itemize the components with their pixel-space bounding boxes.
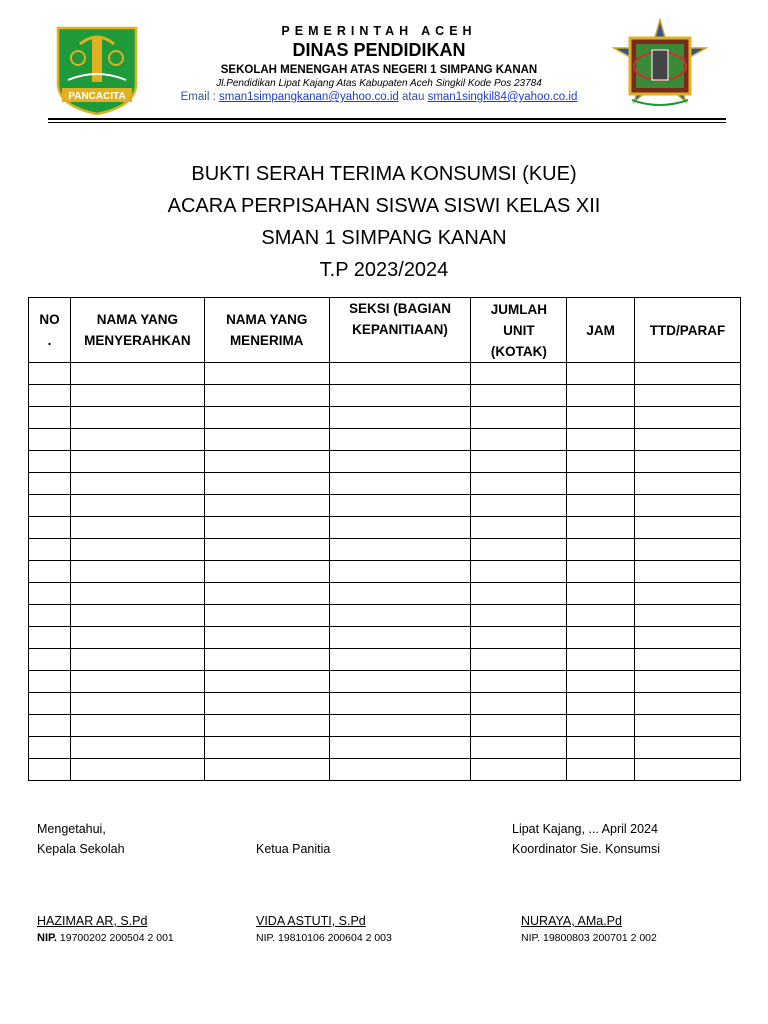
- table-cell: [635, 583, 741, 605]
- table-cell: [204, 429, 329, 451]
- table-row: [29, 715, 741, 737]
- title-line-2: ACARA PERPISAHAN SISWA SISWI KELAS XII: [167, 195, 601, 217]
- table-cell: [204, 649, 329, 671]
- table-row: [29, 561, 741, 583]
- table-cell: [635, 429, 741, 451]
- table-cell: [471, 671, 567, 693]
- table-cell: [635, 759, 741, 781]
- school-emblem-logo: [612, 18, 708, 116]
- table-cell: [471, 473, 567, 495]
- table-header-row: [29, 298, 741, 363]
- sig-middle-nip: NIP. 19810106 200604 2 003: [256, 932, 392, 944]
- table-cell: [471, 495, 567, 517]
- school-address: Jl.Pendidikan Lipat Kajang Atas Kabupaten Aceh Singkil Kode Pos 23784: [216, 78, 542, 89]
- table-cell: [635, 495, 741, 517]
- table-cell: [204, 385, 329, 407]
- table-cell: [635, 539, 741, 561]
- table-cell: [329, 385, 471, 407]
- logo-text: PANCACITA: [68, 91, 126, 102]
- table-cell: [204, 517, 329, 539]
- table-cell: [329, 561, 471, 583]
- table-cell: [471, 407, 567, 429]
- table-cell: [471, 759, 567, 781]
- table-cell: [29, 693, 71, 715]
- table-row: [29, 363, 741, 385]
- table-row: [29, 583, 741, 605]
- table-cell: [29, 429, 71, 451]
- table-cell: [329, 495, 471, 517]
- table-cell: [204, 407, 329, 429]
- table-row: [29, 451, 741, 473]
- table-cell: [70, 627, 204, 649]
- gov-name: PEMERINTAH ACEH: [281, 24, 477, 38]
- table-cell: [70, 693, 204, 715]
- sig-right-date: Lipat Kajang, ... April 2024: [512, 822, 658, 836]
- table-cell: [204, 495, 329, 517]
- document-title: [0, 158, 768, 286]
- table-cell: [70, 495, 204, 517]
- sig-right-title: Koordinator Sie. Konsumsi: [512, 842, 660, 856]
- table-cell: [329, 583, 471, 605]
- table-cell: [329, 429, 471, 451]
- table-cell: [204, 627, 329, 649]
- col-header-no: NO .: [29, 298, 71, 363]
- table-cell: [635, 671, 741, 693]
- table-cell: [329, 451, 471, 473]
- signature-principal-name: [37, 911, 174, 945]
- aceh-emblem-logo: [54, 24, 140, 116]
- signature-chair-name: [256, 911, 392, 945]
- table-cell: [567, 561, 635, 583]
- table-row: [29, 737, 741, 759]
- table-cell: [567, 363, 635, 385]
- table-cell: [29, 737, 71, 759]
- table-cell: [29, 715, 71, 737]
- table-cell: [204, 539, 329, 561]
- email-separator: atau: [398, 91, 428, 103]
- table-cell: [29, 605, 71, 627]
- col-header-section: SEKSI (BAGIAN KEPANITIAAN): [329, 298, 471, 363]
- handover-table: [28, 297, 741, 781]
- table-cell: [29, 385, 71, 407]
- table-cell: [635, 649, 741, 671]
- letterhead: [50, 18, 718, 118]
- table-cell: [635, 385, 741, 407]
- signature-coordinator-name: [521, 911, 657, 945]
- sig-right-nip: NIP. 19800803 200701 2 002: [521, 932, 657, 944]
- table-cell: [329, 517, 471, 539]
- table-cell: [70, 759, 204, 781]
- table-cell: [204, 693, 329, 715]
- table-cell: [204, 605, 329, 627]
- table-row: [29, 539, 741, 561]
- table-cell: [471, 715, 567, 737]
- email-label: Email :: [180, 91, 219, 103]
- table-cell: [635, 693, 741, 715]
- title-line-3: SMAN 1 SIMPANG KANAN: [261, 227, 507, 249]
- table-cell: [29, 649, 71, 671]
- table-cell: [70, 363, 204, 385]
- sig-left-title: Kepala Sekolah: [37, 842, 125, 856]
- signature-chair: [256, 839, 330, 859]
- sig-left-nip: [37, 931, 174, 945]
- table-cell: [567, 627, 635, 649]
- table-cell: [329, 407, 471, 429]
- table-cell: [70, 539, 204, 561]
- table-cell: [329, 627, 471, 649]
- table-cell: [70, 605, 204, 627]
- table-cell: [29, 627, 71, 649]
- col-header-time: JAM: [567, 298, 635, 363]
- title-line-1: BUKTI SERAH TERIMA KONSUMSI (KUE): [191, 163, 577, 185]
- table-cell: [329, 649, 471, 671]
- signature-principal: [37, 819, 125, 859]
- table-cell: [329, 473, 471, 495]
- table-cell: [635, 517, 741, 539]
- email-link-2[interactable]: sman1singkil84@yahoo.co.id: [427, 91, 578, 103]
- table-cell: [635, 451, 741, 473]
- email-link-1[interactable]: sman1simpangkanan@yahoo.co.id: [218, 91, 399, 103]
- table-cell: [29, 495, 71, 517]
- table-cell: [567, 451, 635, 473]
- table-cell: [329, 715, 471, 737]
- table-cell: [471, 561, 567, 583]
- table-cell: [635, 407, 741, 429]
- table-cell: [329, 363, 471, 385]
- table-cell: [70, 517, 204, 539]
- table-cell: [635, 605, 741, 627]
- table-cell: [567, 539, 635, 561]
- table-cell: [70, 649, 204, 671]
- table-cell: [70, 671, 204, 693]
- table-cell: [635, 627, 741, 649]
- table-row: [29, 517, 741, 539]
- table-cell: [204, 759, 329, 781]
- table-cell: [329, 737, 471, 759]
- table-cell: [471, 539, 567, 561]
- table-cell: [204, 451, 329, 473]
- table-cell: [29, 451, 71, 473]
- sig-left-nip-value: 19700202 200504 2 001: [56, 932, 174, 944]
- col-header-quantity: JUMLAH UNIT (KOTAK): [471, 298, 567, 363]
- table-cell: [204, 473, 329, 495]
- table-cell: [29, 517, 71, 539]
- table-cell: [471, 737, 567, 759]
- table-cell: [567, 583, 635, 605]
- title-line-4: T.P 2023/2024: [319, 259, 449, 281]
- table-cell: [567, 671, 635, 693]
- letterhead-rule-thin: [48, 122, 726, 123]
- table-cell: [471, 583, 567, 605]
- table-cell: [471, 605, 567, 627]
- table-cell: [567, 473, 635, 495]
- table-cell: [567, 693, 635, 715]
- table-row: [29, 649, 741, 671]
- sig-left-nip-label: NIP.: [37, 932, 57, 944]
- table-cell: [29, 671, 71, 693]
- table-cell: [70, 385, 204, 407]
- table-cell: [204, 671, 329, 693]
- table-cell: [329, 693, 471, 715]
- signature-coordinator: [512, 819, 660, 859]
- sig-middle-name: VIDA ASTUTI, S.Pd: [256, 914, 366, 928]
- table-cell: [471, 693, 567, 715]
- table-cell: [471, 627, 567, 649]
- table-cell: [567, 605, 635, 627]
- school-name: SEKOLAH MENENGAH ATAS NEGERI 1 SIMPANG KANAN: [220, 64, 538, 76]
- table-cell: [329, 605, 471, 627]
- table-body: [29, 363, 741, 781]
- table-cell: [567, 495, 635, 517]
- table-cell: [471, 649, 567, 671]
- table-cell: [567, 759, 635, 781]
- table-cell: [567, 715, 635, 737]
- table-row: [29, 473, 741, 495]
- table-cell: [567, 517, 635, 539]
- table-row: [29, 627, 741, 649]
- table-cell: [471, 451, 567, 473]
- table-cell: [635, 473, 741, 495]
- table-cell: [70, 429, 204, 451]
- table-cell: [329, 671, 471, 693]
- table-cell: [70, 473, 204, 495]
- sig-left-line1: Mengetahui,: [37, 822, 106, 836]
- table-cell: [471, 517, 567, 539]
- table-cell: [471, 385, 567, 407]
- table-cell: [567, 385, 635, 407]
- table-cell: [29, 583, 71, 605]
- table-cell: [70, 561, 204, 583]
- table-row: [29, 671, 741, 693]
- table-cell: [70, 407, 204, 429]
- table-row: [29, 495, 741, 517]
- table-cell: [204, 561, 329, 583]
- table-cell: [635, 561, 741, 583]
- table-row: [29, 693, 741, 715]
- table-cell: [204, 737, 329, 759]
- table-row: [29, 407, 741, 429]
- sig-right-name: NURAYA, AMa.Pd: [521, 914, 622, 928]
- table-cell: [567, 429, 635, 451]
- table-row: [29, 385, 741, 407]
- letterhead-rule-thick: [48, 118, 726, 120]
- table-cell: [29, 759, 71, 781]
- table-cell: [70, 583, 204, 605]
- table-cell: [204, 363, 329, 385]
- email-line: [150, 91, 608, 103]
- table-cell: [29, 363, 71, 385]
- table-cell: [70, 737, 204, 759]
- table-cell: [29, 407, 71, 429]
- sig-left-name: HAZIMAR AR, S.Pd: [37, 914, 148, 928]
- agency-name: DINAS PENDIDIKAN: [292, 40, 466, 60]
- table-cell: [70, 451, 204, 473]
- table-cell: [70, 715, 204, 737]
- table-cell: [204, 583, 329, 605]
- table-cell: [471, 363, 567, 385]
- table-cell: [635, 715, 741, 737]
- table-cell: [29, 561, 71, 583]
- col-header-giver: NAMA YANG MENYERAHKAN: [70, 298, 204, 363]
- table-cell: [329, 539, 471, 561]
- table-row: [29, 605, 741, 627]
- table-cell: [329, 759, 471, 781]
- table-cell: [567, 649, 635, 671]
- col-header-signature: TTD/PARAF: [635, 298, 741, 363]
- table-cell: [29, 473, 71, 495]
- table-cell: [29, 539, 71, 561]
- table-row: [29, 429, 741, 451]
- sig-middle-title: Ketua Panitia: [256, 842, 331, 856]
- table-cell: [567, 407, 635, 429]
- table-cell: [635, 737, 741, 759]
- table-cell: [635, 363, 741, 385]
- col-header-receiver: NAMA YANG MENERIMA: [204, 298, 329, 363]
- table-row: [29, 759, 741, 781]
- table-cell: [471, 429, 567, 451]
- table-cell: [567, 737, 635, 759]
- table-cell: [204, 715, 329, 737]
